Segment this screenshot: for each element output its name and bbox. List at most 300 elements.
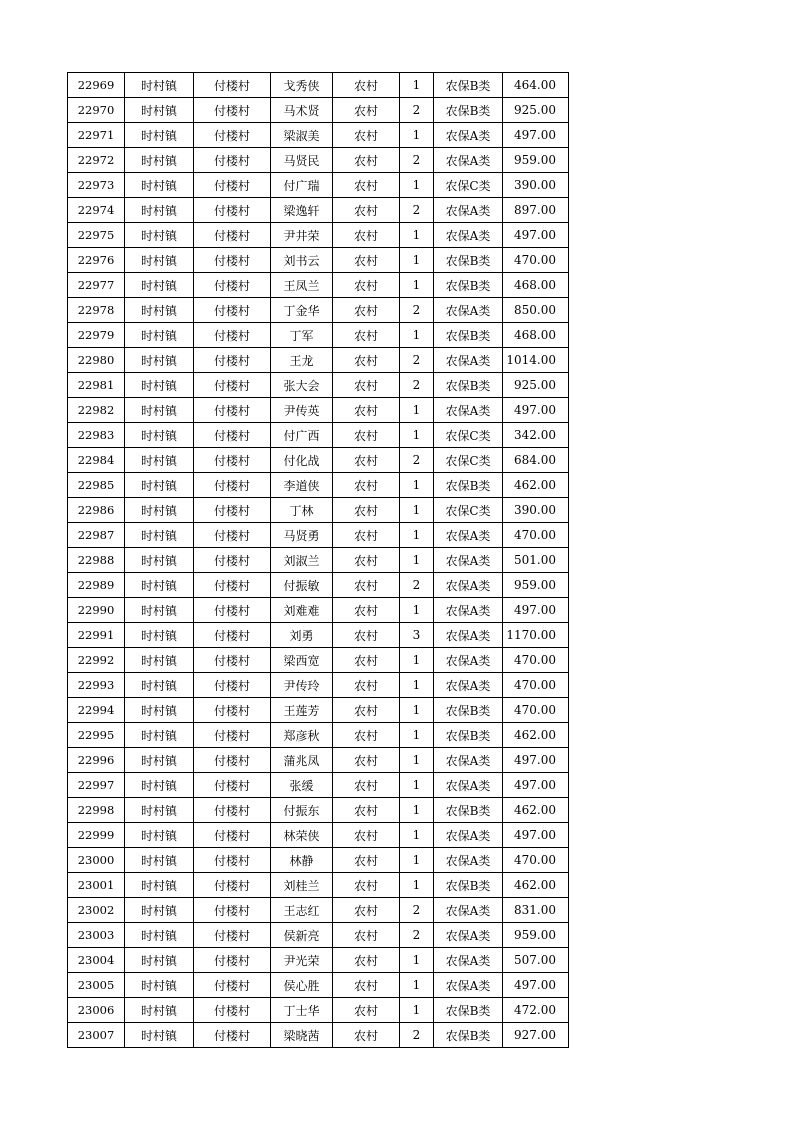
table-row xyxy=(68,148,569,173)
cell-village: 付楼村 xyxy=(194,748,271,773)
table-row xyxy=(68,223,569,248)
cell-type: 农村 xyxy=(333,548,400,573)
cell-category: 农保A类 xyxy=(434,773,503,798)
cell-name: 林静 xyxy=(271,848,333,873)
cell-type: 农村 xyxy=(333,248,400,273)
cell-category: 农保A类 xyxy=(434,198,503,223)
cell-type: 农村 xyxy=(333,448,400,473)
cell-town: 时村镇 xyxy=(125,1023,194,1048)
cell-town: 时村镇 xyxy=(125,523,194,548)
cell-type: 农村 xyxy=(333,873,400,898)
cell-village: 付楼村 xyxy=(194,448,271,473)
cell-amount: 390.00 xyxy=(503,173,569,198)
table-row xyxy=(68,173,569,198)
cell-type: 农村 xyxy=(333,498,400,523)
cell-town: 时村镇 xyxy=(125,173,194,198)
cell-type: 农村 xyxy=(333,348,400,373)
cell-village: 付楼村 xyxy=(194,148,271,173)
cell-id: 22987 xyxy=(68,523,125,548)
cell-type: 农村 xyxy=(333,773,400,798)
cell-count: 1 xyxy=(400,273,434,298)
cell-village: 付楼村 xyxy=(194,773,271,798)
cell-village: 付楼村 xyxy=(194,398,271,423)
cell-id: 23006 xyxy=(68,998,125,1023)
cell-name: 刘勇 xyxy=(271,623,333,648)
cell-type: 农村 xyxy=(333,623,400,648)
cell-amount: 470.00 xyxy=(503,248,569,273)
cell-amount: 462.00 xyxy=(503,723,569,748)
cell-town: 时村镇 xyxy=(125,348,194,373)
table-row xyxy=(68,198,569,223)
cell-town: 时村镇 xyxy=(125,373,194,398)
cell-name: 丁军 xyxy=(271,323,333,348)
cell-name: 李道侠 xyxy=(271,473,333,498)
cell-amount: 497.00 xyxy=(503,823,569,848)
cell-category: 农保B类 xyxy=(434,473,503,498)
cell-count: 1 xyxy=(400,173,434,198)
cell-count: 1 xyxy=(400,123,434,148)
cell-amount: 497.00 xyxy=(503,748,569,773)
cell-type: 农村 xyxy=(333,723,400,748)
cell-amount: 959.00 xyxy=(503,148,569,173)
cell-type: 农村 xyxy=(333,198,400,223)
cell-category: 农保B类 xyxy=(434,273,503,298)
cell-amount: 497.00 xyxy=(503,398,569,423)
cell-name: 蒲兆凤 xyxy=(271,748,333,773)
cell-category: 农保C类 xyxy=(434,498,503,523)
cell-id: 22981 xyxy=(68,373,125,398)
cell-id: 22985 xyxy=(68,473,125,498)
cell-village: 付楼村 xyxy=(194,498,271,523)
cell-category: 农保C类 xyxy=(434,423,503,448)
cell-type: 农村 xyxy=(333,1023,400,1048)
cell-name: 丁金华 xyxy=(271,298,333,323)
cell-town: 时村镇 xyxy=(125,448,194,473)
cell-type: 农村 xyxy=(333,273,400,298)
cell-category: 农保A类 xyxy=(434,948,503,973)
table-row xyxy=(68,548,569,573)
cell-name: 梁晓茜 xyxy=(271,1023,333,1048)
cell-type: 农村 xyxy=(333,223,400,248)
cell-town: 时村镇 xyxy=(125,898,194,923)
cell-type: 农村 xyxy=(333,923,400,948)
cell-amount: 462.00 xyxy=(503,798,569,823)
cell-id: 22970 xyxy=(68,98,125,123)
table-row xyxy=(68,1023,569,1048)
cell-village: 付楼村 xyxy=(194,98,271,123)
cell-name: 侯新亮 xyxy=(271,923,333,948)
cell-type: 农村 xyxy=(333,998,400,1023)
cell-count: 3 xyxy=(400,623,434,648)
cell-id: 22989 xyxy=(68,573,125,598)
cell-amount: 897.00 xyxy=(503,198,569,223)
table-row xyxy=(68,523,569,548)
cell-count: 1 xyxy=(400,598,434,623)
cell-id: 22998 xyxy=(68,798,125,823)
cell-name: 付广西 xyxy=(271,423,333,448)
cell-category: 农保A类 xyxy=(434,123,503,148)
cell-id: 22982 xyxy=(68,398,125,423)
cell-count: 2 xyxy=(400,298,434,323)
table-row xyxy=(68,323,569,348)
cell-name: 尹光荣 xyxy=(271,948,333,973)
cell-category: 农保A类 xyxy=(434,548,503,573)
cell-category: 农保A类 xyxy=(434,823,503,848)
cell-id: 23004 xyxy=(68,948,125,973)
cell-name: 尹传英 xyxy=(271,398,333,423)
cell-id: 22977 xyxy=(68,273,125,298)
cell-count: 1 xyxy=(400,673,434,698)
cell-id: 22983 xyxy=(68,423,125,448)
cell-id: 22972 xyxy=(68,148,125,173)
cell-village: 付楼村 xyxy=(194,873,271,898)
cell-id: 22973 xyxy=(68,173,125,198)
cell-town: 时村镇 xyxy=(125,273,194,298)
cell-count: 2 xyxy=(400,148,434,173)
cell-type: 农村 xyxy=(333,123,400,148)
cell-amount: 497.00 xyxy=(503,598,569,623)
cell-type: 农村 xyxy=(333,948,400,973)
cell-village: 付楼村 xyxy=(194,198,271,223)
cell-name: 梁淑美 xyxy=(271,123,333,148)
cell-name: 丁林 xyxy=(271,498,333,523)
cell-category: 农保B类 xyxy=(434,873,503,898)
cell-village: 付楼村 xyxy=(194,698,271,723)
cell-category: 农保C类 xyxy=(434,448,503,473)
cell-name: 丁士华 xyxy=(271,998,333,1023)
cell-village: 付楼村 xyxy=(194,573,271,598)
cell-amount: 470.00 xyxy=(503,673,569,698)
cell-type: 农村 xyxy=(333,848,400,873)
cell-category: 农保A类 xyxy=(434,748,503,773)
cell-amount: 831.00 xyxy=(503,898,569,923)
cell-id: 22997 xyxy=(68,773,125,798)
cell-town: 时村镇 xyxy=(125,823,194,848)
cell-amount: 470.00 xyxy=(503,698,569,723)
cell-town: 时村镇 xyxy=(125,998,194,1023)
cell-category: 农保B类 xyxy=(434,73,503,98)
cell-type: 农村 xyxy=(333,898,400,923)
table-row xyxy=(68,348,569,373)
table-row xyxy=(68,98,569,123)
cell-id: 22999 xyxy=(68,823,125,848)
cell-count: 1 xyxy=(400,698,434,723)
cell-name: 尹井荣 xyxy=(271,223,333,248)
cell-town: 时村镇 xyxy=(125,223,194,248)
table-row xyxy=(68,748,569,773)
cell-name: 郑彦秋 xyxy=(271,723,333,748)
cell-type: 农村 xyxy=(333,98,400,123)
cell-count: 2 xyxy=(400,348,434,373)
cell-village: 付楼村 xyxy=(194,273,271,298)
cell-category: 农保B类 xyxy=(434,998,503,1023)
cell-count: 2 xyxy=(400,1023,434,1048)
cell-name: 张缓 xyxy=(271,773,333,798)
cell-count: 1 xyxy=(400,823,434,848)
cell-count: 1 xyxy=(400,223,434,248)
cell-name: 戈秀侠 xyxy=(271,73,333,98)
cell-type: 农村 xyxy=(333,973,400,998)
cell-category: 农保A类 xyxy=(434,523,503,548)
cell-amount: 925.00 xyxy=(503,98,569,123)
cell-name: 尹传玲 xyxy=(271,673,333,698)
cell-town: 时村镇 xyxy=(125,723,194,748)
cell-village: 付楼村 xyxy=(194,823,271,848)
cell-type: 农村 xyxy=(333,698,400,723)
cell-id: 22994 xyxy=(68,698,125,723)
cell-amount: 468.00 xyxy=(503,273,569,298)
cell-village: 付楼村 xyxy=(194,348,271,373)
cell-village: 付楼村 xyxy=(194,298,271,323)
cell-count: 1 xyxy=(400,323,434,348)
cell-count: 2 xyxy=(400,373,434,398)
cell-type: 农村 xyxy=(333,798,400,823)
cell-town: 时村镇 xyxy=(125,973,194,998)
table-row xyxy=(68,698,569,723)
cell-name: 林荣侠 xyxy=(271,823,333,848)
cell-category: 农保A类 xyxy=(434,848,503,873)
cell-village: 付楼村 xyxy=(194,898,271,923)
cell-count: 1 xyxy=(400,998,434,1023)
table-row xyxy=(68,248,569,273)
cell-town: 时村镇 xyxy=(125,948,194,973)
cell-type: 农村 xyxy=(333,323,400,348)
cell-count: 2 xyxy=(400,573,434,598)
cell-id: 23001 xyxy=(68,873,125,898)
table-row xyxy=(68,423,569,448)
cell-category: 农保A类 xyxy=(434,923,503,948)
cell-count: 1 xyxy=(400,498,434,523)
cell-type: 农村 xyxy=(333,73,400,98)
table-body xyxy=(68,73,569,1048)
cell-village: 付楼村 xyxy=(194,473,271,498)
cell-category: 农保A类 xyxy=(434,148,503,173)
cell-amount: 959.00 xyxy=(503,923,569,948)
cell-type: 农村 xyxy=(333,648,400,673)
cell-amount: 468.00 xyxy=(503,323,569,348)
table-row xyxy=(68,598,569,623)
cell-id: 23007 xyxy=(68,1023,125,1048)
cell-count: 2 xyxy=(400,923,434,948)
cell-count: 1 xyxy=(400,798,434,823)
table-row xyxy=(68,398,569,423)
cell-amount: 507.00 xyxy=(503,948,569,973)
cell-category: 农保A类 xyxy=(434,673,503,698)
cell-village: 付楼村 xyxy=(194,673,271,698)
cell-amount: 501.00 xyxy=(503,548,569,573)
cell-amount: 927.00 xyxy=(503,1023,569,1048)
table-row xyxy=(68,948,569,973)
cell-amount: 959.00 xyxy=(503,573,569,598)
cell-id: 22971 xyxy=(68,123,125,148)
cell-amount: 462.00 xyxy=(503,473,569,498)
table-row xyxy=(68,998,569,1023)
cell-category: 农保A类 xyxy=(434,398,503,423)
cell-village: 付楼村 xyxy=(194,73,271,98)
cell-town: 时村镇 xyxy=(125,423,194,448)
cell-village: 付楼村 xyxy=(194,623,271,648)
cell-amount: 1014.00 xyxy=(503,348,569,373)
cell-id: 22980 xyxy=(68,348,125,373)
cell-id: 22969 xyxy=(68,73,125,98)
cell-village: 付楼村 xyxy=(194,923,271,948)
table-row xyxy=(68,898,569,923)
cell-id: 22976 xyxy=(68,248,125,273)
cell-town: 时村镇 xyxy=(125,98,194,123)
cell-amount: 470.00 xyxy=(503,848,569,873)
cell-town: 时村镇 xyxy=(125,798,194,823)
cell-amount: 497.00 xyxy=(503,973,569,998)
cell-category: 农保A类 xyxy=(434,973,503,998)
cell-town: 时村镇 xyxy=(125,123,194,148)
cell-amount: 925.00 xyxy=(503,373,569,398)
cell-name: 刘书云 xyxy=(271,248,333,273)
cell-amount: 342.00 xyxy=(503,423,569,448)
cell-village: 付楼村 xyxy=(194,248,271,273)
table-row xyxy=(68,73,569,98)
cell-town: 时村镇 xyxy=(125,623,194,648)
cell-village: 付楼村 xyxy=(194,998,271,1023)
cell-count: 1 xyxy=(400,248,434,273)
cell-name: 王龙 xyxy=(271,348,333,373)
cell-amount: 497.00 xyxy=(503,223,569,248)
cell-town: 时村镇 xyxy=(125,748,194,773)
cell-town: 时村镇 xyxy=(125,648,194,673)
cell-id: 23003 xyxy=(68,923,125,948)
cell-name: 马术贤 xyxy=(271,98,333,123)
cell-village: 付楼村 xyxy=(194,973,271,998)
cell-category: 农保A类 xyxy=(434,648,503,673)
cell-id: 22984 xyxy=(68,448,125,473)
cell-type: 农村 xyxy=(333,748,400,773)
cell-category: 农保A类 xyxy=(434,298,503,323)
cell-type: 农村 xyxy=(333,373,400,398)
cell-type: 农村 xyxy=(333,823,400,848)
cell-type: 农村 xyxy=(333,298,400,323)
cell-name: 刘难难 xyxy=(271,598,333,623)
cell-id: 22990 xyxy=(68,598,125,623)
cell-name: 刘淑兰 xyxy=(271,548,333,573)
cell-village: 付楼村 xyxy=(194,648,271,673)
cell-id: 23000 xyxy=(68,848,125,873)
cell-village: 付楼村 xyxy=(194,948,271,973)
cell-village: 付楼村 xyxy=(194,598,271,623)
cell-village: 付楼村 xyxy=(194,1023,271,1048)
cell-town: 时村镇 xyxy=(125,398,194,423)
cell-amount: 684.00 xyxy=(503,448,569,473)
cell-amount: 1170.00 xyxy=(503,623,569,648)
table-row xyxy=(68,648,569,673)
cell-count: 1 xyxy=(400,848,434,873)
cell-category: 农保B类 xyxy=(434,373,503,398)
cell-town: 时村镇 xyxy=(125,773,194,798)
cell-name: 侯心胜 xyxy=(271,973,333,998)
cell-name: 梁逸轩 xyxy=(271,198,333,223)
cell-category: 农保A类 xyxy=(434,348,503,373)
cell-town: 时村镇 xyxy=(125,148,194,173)
cell-count: 1 xyxy=(400,548,434,573)
cell-count: 2 xyxy=(400,198,434,223)
table-row xyxy=(68,273,569,298)
cell-town: 时村镇 xyxy=(125,473,194,498)
cell-id: 22986 xyxy=(68,498,125,523)
cell-name: 马贤勇 xyxy=(271,523,333,548)
cell-name: 王莲芳 xyxy=(271,698,333,723)
cell-type: 农村 xyxy=(333,398,400,423)
cell-category: 农保A类 xyxy=(434,598,503,623)
cell-count: 1 xyxy=(400,398,434,423)
cell-id: 22988 xyxy=(68,548,125,573)
table-row xyxy=(68,673,569,698)
cell-town: 时村镇 xyxy=(125,598,194,623)
cell-name: 刘桂兰 xyxy=(271,873,333,898)
cell-count: 1 xyxy=(400,648,434,673)
cell-town: 时村镇 xyxy=(125,298,194,323)
cell-village: 付楼村 xyxy=(194,173,271,198)
cell-count: 2 xyxy=(400,448,434,473)
cell-id: 22978 xyxy=(68,298,125,323)
cell-type: 农村 xyxy=(333,673,400,698)
cell-village: 付楼村 xyxy=(194,723,271,748)
cell-count: 1 xyxy=(400,423,434,448)
table-row xyxy=(68,848,569,873)
cell-town: 时村镇 xyxy=(125,923,194,948)
cell-amount: 472.00 xyxy=(503,998,569,1023)
cell-name: 王凤兰 xyxy=(271,273,333,298)
cell-name: 付广瑞 xyxy=(271,173,333,198)
cell-count: 1 xyxy=(400,773,434,798)
table-row xyxy=(68,973,569,998)
cell-count: 1 xyxy=(400,73,434,98)
cell-town: 时村镇 xyxy=(125,848,194,873)
table-row xyxy=(68,298,569,323)
beneficiary-table xyxy=(67,72,569,1048)
cell-category: 农保B类 xyxy=(434,248,503,273)
cell-type: 农村 xyxy=(333,523,400,548)
cell-village: 付楼村 xyxy=(194,523,271,548)
cell-town: 时村镇 xyxy=(125,673,194,698)
cell-type: 农村 xyxy=(333,423,400,448)
cell-amount: 462.00 xyxy=(503,873,569,898)
cell-name: 付化战 xyxy=(271,448,333,473)
cell-category: 农保B类 xyxy=(434,723,503,748)
cell-amount: 390.00 xyxy=(503,498,569,523)
cell-count: 1 xyxy=(400,523,434,548)
cell-town: 时村镇 xyxy=(125,248,194,273)
cell-count: 1 xyxy=(400,873,434,898)
cell-town: 时村镇 xyxy=(125,548,194,573)
table-row xyxy=(68,873,569,898)
cell-amount: 850.00 xyxy=(503,298,569,323)
cell-category: 农保B类 xyxy=(434,98,503,123)
cell-village: 付楼村 xyxy=(194,548,271,573)
table-row xyxy=(68,123,569,148)
table-row xyxy=(68,723,569,748)
cell-amount: 470.00 xyxy=(503,648,569,673)
cell-count: 1 xyxy=(400,948,434,973)
cell-category: 农保A类 xyxy=(434,898,503,923)
cell-type: 农村 xyxy=(333,173,400,198)
cell-count: 1 xyxy=(400,723,434,748)
cell-town: 时村镇 xyxy=(125,198,194,223)
cell-category: 农保A类 xyxy=(434,223,503,248)
cell-count: 1 xyxy=(400,748,434,773)
cell-name: 梁西宽 xyxy=(271,648,333,673)
cell-name: 王志红 xyxy=(271,898,333,923)
cell-village: 付楼村 xyxy=(194,373,271,398)
cell-name: 张大会 xyxy=(271,373,333,398)
cell-id: 23002 xyxy=(68,898,125,923)
